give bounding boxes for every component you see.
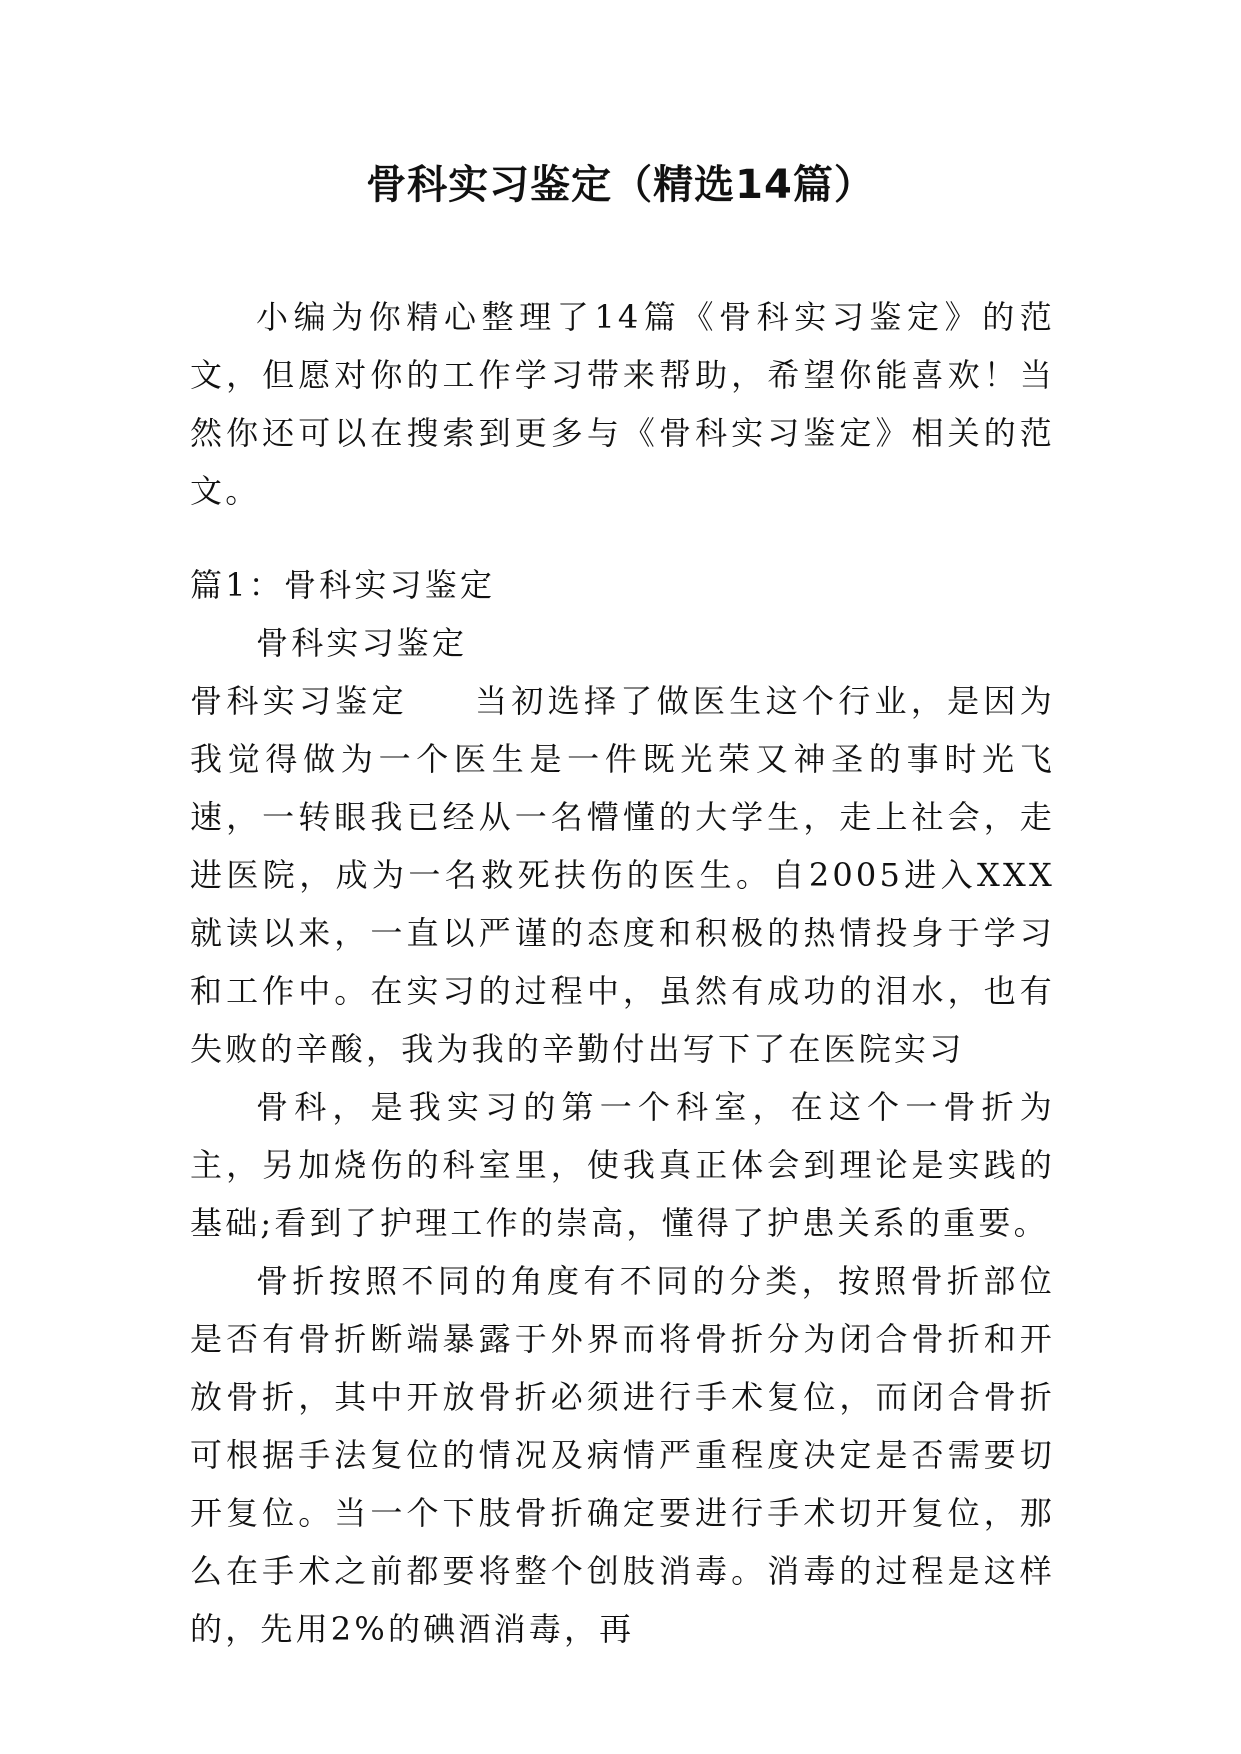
lead-label: 骨科实习鉴定: [190, 682, 408, 720]
section-1-lead-paragraph: [190, 672, 1055, 1078]
lead-text: 当初选择了做医生这个行业，是因为我觉得做为一个医生是一件既光荣又神圣的事时光飞速，一转眼我已经从一名懵懂的大学生，走上社会，走进医院，成为一名救死扶伤的医生。自2005进入XXX就读以来，一直以严谨的态度和积极的热情投身于学习和工作中。在实习的过程中，虽然有成功的泪水，也有失败的辛酸，我为我的辛勤付出写下了在医院实习: [190, 682, 1056, 1068]
body-paragraph: 骨折按照不同的角度有不同的分类，按照骨折部位是否有骨折断端暴露于外界而将骨折分为闭合骨折和开放骨折，其中开放骨折必须进行手术复位，而闭合骨折可根据手法复位的情况及病情严重程度决定是否需要切开复位。当一个下肢骨折确定要进行手术切开复位，那么在手术之前都要将整个创肢消毒。消毒的过程是这样的，先用2%的碘酒消毒，再: [190, 1262, 1055, 1648]
document-body: [190, 288, 1055, 1658]
section-1-subheading: 骨科实习鉴定: [256, 624, 468, 662]
intro-paragraph: 小编为你精心整理了14篇《骨科实习鉴定》的范文，但愿对你的工作学习带来帮助，希望你能喜欢！当然你还可以在搜索到更多与《骨科实习鉴定》相关的范文。: [190, 298, 1055, 510]
section-1-heading: 篇1：骨科实习鉴定: [190, 566, 496, 604]
body-paragraph: 骨科，是我实习的第一个科室，在这个一骨折为主，另加烧伤的科室里，使我真正体会到理论是实践的基础;看到了护理工作的崇高，懂得了护患关系的重要。: [190, 1088, 1055, 1242]
document-title: 骨科实习鉴定（精选14篇）: [366, 162, 875, 208]
